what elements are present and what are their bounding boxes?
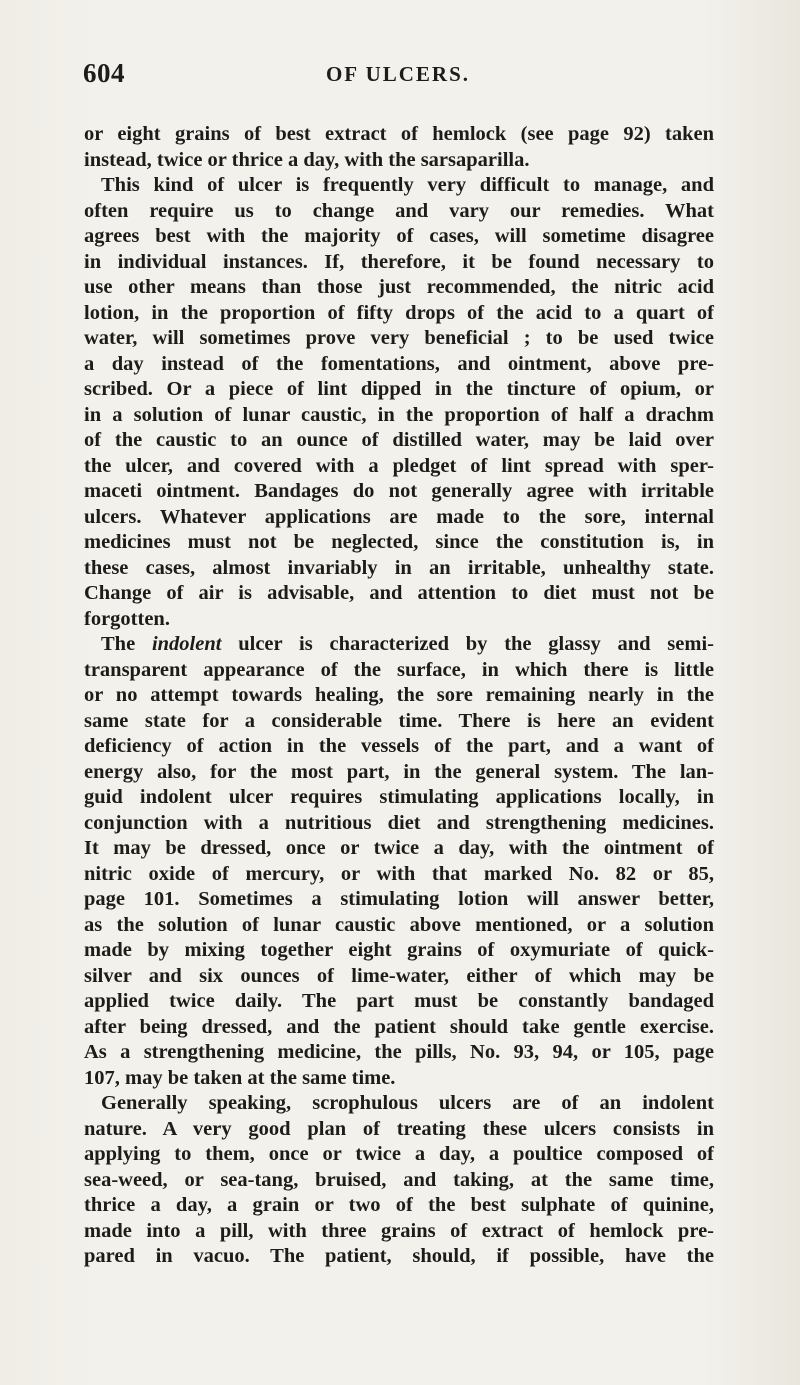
text-line: maceti ointment. Bandages do not generally agree with irritable	[84, 480, 714, 502]
text-line: forgotten.	[84, 607, 170, 630]
text-line: page 101. Sometimes a stimulating lotion will answer better,	[84, 888, 714, 910]
text-line: scribed. Or a piece of lint dipped in the tincture of opium, or	[84, 378, 714, 400]
text-line: agrees best with the majority of cases, will sometime disagree	[84, 225, 714, 247]
text-line: nature. A very good plan of treating these ulcers consists in	[84, 1117, 714, 1140]
text-line: medicines must not be neglected, since the constitution is, in	[84, 531, 714, 553]
text-line: of the caustic to an ounce of distilled water, may be laid over	[84, 429, 714, 451]
text-line: as the solution of lunar caustic above mentioned, or a solution	[84, 913, 714, 936]
text-line: made into a pill, with three grains of extract of hemlock pre-	[84, 1219, 714, 1242]
text-line: As a strengthening medicine, the pills, No. 93, 94, or 105, page	[84, 1041, 714, 1063]
text-line: a day instead of the fomentations, and ointment, above pre-	[84, 352, 714, 375]
text-line: transparent appearance of the surface, in which there is little	[84, 658, 714, 681]
body-text	[84, 122, 714, 1270]
text-segment: ulcer is characterized by the glassy and semi-	[221, 633, 714, 655]
text-line: applied twice daily. The part must be constantly bandaged	[84, 990, 714, 1012]
text-line: This kind of ulcer is frequently very difficult to manage, and	[101, 174, 714, 196]
text-line: or eight grains of best extract of hemlock (see page 92) taken	[84, 123, 714, 145]
text-line: It may be dressed, once or twice a day, with the ointment of	[84, 837, 714, 859]
text-line: in a solution of lunar caustic, in the proportion of half a drachm	[84, 403, 714, 426]
text-line: instead, twice or thrice a day, with the sarsaparilla.	[84, 148, 530, 171]
page-header	[83, 58, 713, 98]
page-number: 604	[83, 58, 125, 88]
text-line: sea-weed, or sea-tang, bruised, and taking, at the same time,	[84, 1168, 714, 1191]
text-line: nitric oxide of mercury, or with that marked No. 82 or 85,	[84, 862, 714, 885]
text-line: or no attempt towards healing, the sore remaining nearly in the	[84, 684, 714, 706]
text-segment: The	[101, 633, 152, 655]
text-line: deficiency of action in the vessels of the part, and a want of	[84, 735, 714, 757]
text-line: water, will sometimes prove very beneficial ; to be used twice	[84, 327, 714, 349]
running-head: OF ULCERS.	[325, 62, 471, 86]
text-line: ulcers. Whatever applications are made to the sore, internal	[84, 505, 714, 528]
text-line: same state for a considerable time. There is here an evident	[84, 709, 714, 732]
text-line: energy also, for the most part, in the general system. The lan-	[84, 760, 714, 783]
text-line: 107, may be taken at the same time.	[84, 1066, 396, 1089]
text-line: the ulcer, and covered with a pledget of lint spread with sper-	[84, 454, 714, 477]
text-line: often require us to change and vary our remedies. What	[84, 199, 714, 222]
text-line	[84, 632, 714, 658]
text-line: after being dressed, and the patient should take gentle exercise.	[84, 1015, 714, 1038]
emphasized-term: indolent	[151, 633, 222, 655]
text-line: guid indolent ulcer requires stimulating applications locally, in	[84, 786, 714, 808]
text-line: thrice a day, a grain or two of the best sulphate of quinine,	[84, 1194, 714, 1216]
text-line: Change of air is advisable, and attention to diet must not be	[84, 582, 714, 604]
text-line: silver and six ounces of lime-water, either of which may be	[84, 964, 714, 987]
text-line: lotion, in the proportion of fifty drops of the acid to a quart of	[84, 301, 714, 324]
text-line: conjunction with a nutritious diet and strengthening medicines.	[84, 811, 714, 834]
text-line: pared in vacuo. The patient, should, if possible, have the	[84, 1245, 714, 1267]
text-line: these cases, almost invariably in an irritable, unhealthy state.	[84, 556, 714, 579]
text-line: use other means than those just recommended, the nitric acid	[84, 276, 714, 298]
text-line: applying to them, once or twice a day, a poultice composed of	[84, 1143, 714, 1165]
text-line: made by mixing together eight grains of oxymuriate of quick-	[84, 939, 714, 961]
text-line: in individual instances. If, therefore, it be found necessary to	[84, 250, 714, 273]
text-line: Generally speaking, scrophulous ulcers are of an indolent	[101, 1092, 714, 1114]
